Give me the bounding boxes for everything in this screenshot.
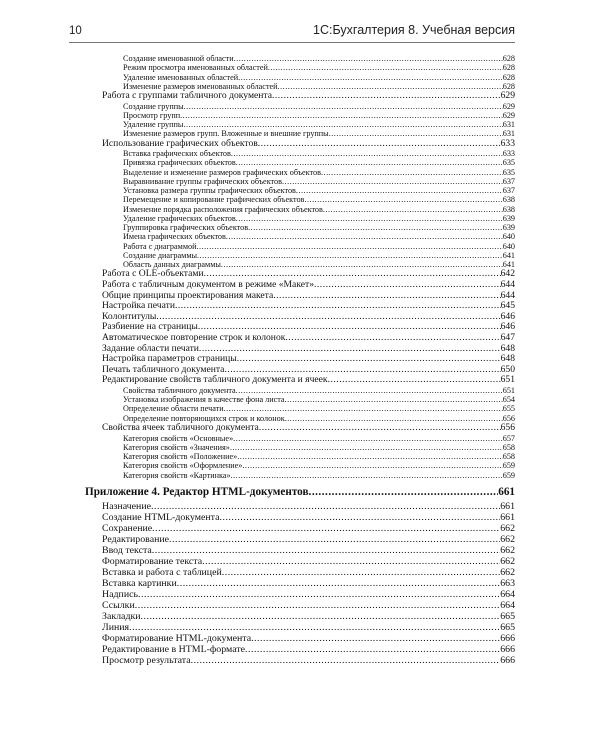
toc-entry-title: Имена графических объектов — [123, 232, 226, 242]
toc-entry-page: 628 — [502, 54, 515, 63]
toc-entry-title: Сохранение — [102, 522, 153, 534]
toc-entry-title: Общие принципы проектирования макета — [102, 290, 274, 301]
toc-entry — [85, 434, 515, 443]
toc-entry-page: 662 — [500, 533, 515, 545]
toc-leader-dots — [314, 280, 501, 291]
toc-entry — [85, 375, 515, 386]
toc-entry-page: 659 — [502, 470, 515, 480]
toc-entry-title: Форматирование текста — [102, 556, 203, 568]
toc-leader-dots — [184, 102, 503, 111]
toc-entry-title: Работа с диаграммой — [123, 241, 197, 251]
toc-entry — [85, 589, 515, 600]
toc-leader-dots — [141, 611, 501, 622]
toc-leader-dots — [230, 443, 503, 452]
toc-entry-title: Группировка графических объектов — [123, 223, 249, 233]
toc-leader-dots — [152, 523, 500, 534]
toc-entry — [85, 54, 515, 63]
toc-leader-dots — [204, 269, 501, 280]
toc-leader-dots — [238, 73, 503, 82]
toc-entry-page: 648 — [500, 343, 515, 354]
toc-entry-page: 637 — [502, 176, 515, 186]
toc-entry-page: 663 — [500, 578, 515, 590]
toc-entry-page: 661 — [500, 500, 515, 512]
toc-entry-title: Редактирование в HTML-формате — [102, 644, 246, 656]
toc-leader-dots — [169, 534, 500, 545]
toc-entry-title: Удаление графических объектов — [123, 213, 236, 223]
toc-entry — [85, 73, 515, 82]
toc-entry-title: Печать табличного документа — [102, 364, 225, 375]
toc-entry-title: Категория свойств «Значения» — [123, 442, 230, 452]
toc-entry-title: Создание именованной области — [123, 54, 234, 63]
toc-entry-page: 633 — [502, 149, 515, 159]
toc-entry-title: Изменение порядка расположения графических объектов — [123, 204, 323, 214]
toc-entry — [85, 395, 515, 404]
toc-leader-dots — [224, 365, 500, 376]
page-header — [69, 22, 515, 43]
toc-entry-title: Ввод текста — [102, 545, 152, 556]
toc-entry — [85, 269, 515, 280]
toc-entry-page: 635 — [502, 167, 515, 177]
toc-entry-title: Создание диаграммы — [123, 250, 198, 260]
toc-entry — [85, 600, 515, 611]
toc-entry-page: 666 — [500, 633, 515, 645]
toc-entry-title: Работа с OLE-объектами — [102, 269, 204, 280]
toc-leader-dots — [323, 205, 503, 214]
toc-leader-dots — [321, 168, 503, 177]
toc-entry-title: Просмотр результата — [102, 655, 191, 667]
toc-entry-title: Вставка картинки — [102, 578, 177, 590]
toc-leader-dots — [285, 414, 503, 423]
toc-entry-title: Удаление именованных областей — [123, 72, 239, 82]
toc-entry — [85, 655, 515, 666]
running-title: 1С:Бухгалтерия 8. Учебная версия — [313, 23, 515, 37]
toc-entry-page: 646 — [500, 311, 515, 322]
toc-leader-dots — [226, 232, 503, 241]
toc-leader-dots — [221, 260, 503, 269]
toc-entry — [85, 644, 515, 655]
toc-entry-title: Определение повторяющихся строк и колонок — [123, 413, 285, 423]
toc-entry — [85, 205, 515, 214]
toc-entry-page: 656 — [502, 413, 515, 423]
toc-entry-page: 639 — [502, 213, 515, 223]
toc-entry-title: Редактирование свойств табличного документа и ячеек — [102, 375, 328, 386]
toc-entry — [85, 322, 515, 333]
toc-leader-dots — [196, 242, 502, 251]
toc-entry-page: 628 — [502, 72, 515, 82]
toc-entry — [85, 291, 515, 302]
toc-leader-dots — [183, 120, 502, 129]
toc-entry-page: 666 — [500, 655, 515, 667]
toc-entry-page: 648 — [500, 354, 515, 365]
toc-entry — [85, 223, 515, 232]
toc-entry — [85, 471, 515, 480]
toc-entry-page: 629 — [502, 110, 515, 120]
toc-leader-dots — [278, 82, 503, 91]
toc-leader-dots — [198, 322, 501, 333]
toc-entry-title: Выравнивание группы графических объектов — [123, 176, 282, 186]
toc-entry-page: 641 — [502, 260, 515, 270]
toc-entry — [85, 452, 515, 461]
toc-leader-dots — [231, 149, 503, 158]
toc-entry-page: 646 — [500, 322, 515, 333]
toc-entry-title: Форматирование HTML-документа — [102, 633, 252, 645]
page-number: 10 — [69, 25, 82, 37]
toc-entry — [85, 354, 515, 365]
toc-entry — [85, 232, 515, 241]
toc-entry-title: Категория свойств «Положение» — [123, 452, 238, 462]
table-of-contents — [85, 54, 515, 667]
toc-entry — [85, 120, 515, 129]
toc-entry — [85, 443, 515, 452]
toc-entry — [85, 63, 515, 72]
toc-leader-dots — [282, 177, 503, 186]
toc-leader-dots — [309, 484, 499, 501]
toc-leader-dots — [328, 375, 501, 386]
toc-entry-page: 644 — [500, 280, 515, 291]
toc-entry-title: Область данных диаграммы — [123, 260, 221, 270]
toc-entry-title: Автоматическое повторение строк и колонок — [102, 333, 286, 343]
toc-leader-dots — [151, 501, 500, 512]
toc-leader-dots — [231, 471, 503, 480]
toc-entry-page: 656 — [500, 422, 515, 433]
toc-entry — [85, 158, 515, 167]
toc-entry — [85, 186, 515, 195]
toc-entry-page: 662 — [500, 567, 515, 579]
toc-entry-page: 642 — [500, 269, 515, 280]
toc-entry — [85, 242, 515, 251]
toc-leader-dots — [222, 567, 500, 578]
toc-leader-dots — [236, 386, 503, 395]
toc-entry — [85, 567, 515, 578]
toc-entry-page: 638 — [502, 195, 515, 205]
toc-entry-page: 633 — [500, 138, 515, 149]
toc-entry — [85, 534, 515, 545]
toc-leader-dots — [236, 214, 503, 223]
toc-entry-page: 638 — [502, 204, 515, 214]
toc-entry-page: 628 — [502, 81, 515, 91]
toc-entry-page: 637 — [502, 186, 515, 196]
toc-entry — [85, 523, 515, 534]
toc-entry-title: Надпись — [102, 589, 138, 601]
toc-entry-page: 665 — [500, 611, 515, 623]
toc-leader-dots — [180, 111, 503, 120]
toc-entry-title: Настройка параметров страницы — [102, 354, 237, 365]
toc-leader-dots — [138, 589, 500, 600]
toc-entry — [85, 260, 515, 269]
toc-leader-dots — [242, 461, 502, 470]
toc-leader-dots — [304, 195, 502, 204]
toc-entry — [85, 129, 515, 138]
toc-leader-dots — [245, 644, 500, 655]
toc-entry-title: Создание группы — [123, 101, 184, 111]
toc-entry-page: 657 — [502, 433, 515, 443]
toc-entry-title: Линия — [102, 622, 130, 634]
toc-entry-title: Ссылки — [102, 600, 135, 612]
toc-leader-dots — [272, 91, 501, 102]
toc-entry-title: Свойства табличного документа — [123, 385, 236, 395]
toc-entry-title: Категория свойств «Картинка» — [123, 470, 231, 480]
toc-entry-page: 635 — [502, 158, 515, 168]
toc-entry-title: Режим просмотра именованных областей — [123, 63, 268, 73]
toc-entry-page: 662 — [500, 556, 515, 568]
toc-leader-dots — [285, 395, 503, 404]
toc-entry — [85, 545, 515, 556]
toc-entry-page: 644 — [500, 290, 515, 301]
toc-entry — [85, 423, 515, 434]
toc-entry-page: 629 — [500, 91, 515, 101]
toc-entry-title: Использование графических объектов — [102, 138, 258, 149]
toc-entry-page: 631 — [502, 129, 515, 139]
toc-entry — [85, 414, 515, 423]
toc-leader-dots — [236, 158, 503, 167]
toc-entry — [85, 91, 515, 102]
toc-entry-title: Удаление группы — [123, 120, 184, 130]
toc-entry-page: 658 — [502, 442, 515, 452]
toc-chapter-entry — [85, 484, 515, 501]
toc-entry-page: 666 — [500, 644, 515, 656]
toc-entry — [85, 312, 515, 323]
toc-entry — [85, 461, 515, 470]
toc-entry-title: Категория свойств «Оформление» — [123, 461, 243, 471]
toc-entry-title: Просмотр групп — [123, 110, 181, 120]
toc-leader-dots — [202, 556, 500, 567]
toc-entry-page: 647 — [500, 333, 515, 343]
toc-entry — [85, 578, 515, 589]
toc-entry-page: 651 — [500, 375, 515, 386]
toc-entry — [85, 280, 515, 291]
toc-entry — [85, 168, 515, 177]
toc-entry — [85, 111, 515, 120]
toc-leader-dots — [248, 223, 503, 232]
toc-leader-dots — [285, 333, 500, 344]
toc-entry — [85, 622, 515, 633]
toc-entry-page: 640 — [502, 232, 515, 242]
toc-entry — [85, 404, 515, 413]
toc-leader-dots — [273, 291, 500, 302]
toc-entry-title: Приложение 4. Редактор HTML-документов — [85, 485, 309, 498]
toc-leader-dots — [237, 452, 503, 461]
toc-leader-dots — [129, 622, 500, 633]
toc-leader-dots — [234, 54, 503, 63]
toc-entry-title: Перемещение и копирование графических объектов — [123, 195, 305, 205]
toc-entry — [85, 633, 515, 644]
toc-entry-title: Вставка и работа с таблицей — [102, 567, 222, 579]
toc-entry — [85, 214, 515, 223]
toc-entry-page: 628 — [502, 63, 515, 73]
toc-entry-title: Закладки — [102, 611, 141, 623]
toc-entry — [85, 82, 515, 91]
toc-entry — [85, 177, 515, 186]
toc-entry — [85, 556, 515, 567]
toc-entry-title: Работа с группами табличного документа — [102, 91, 272, 101]
toc-entry-page: 661 — [500, 511, 515, 523]
toc-leader-dots — [233, 434, 503, 443]
toc-entry-title: Вставка графических объектов — [123, 149, 231, 159]
toc-entry-title: Задание области печати — [102, 343, 199, 354]
toc-entry-title: Изменение размеров именованных областей — [123, 81, 278, 91]
toc-entry-title: Настройка печати — [102, 301, 175, 312]
toc-leader-dots — [156, 312, 500, 323]
toc-leader-dots — [329, 129, 503, 138]
toc-entry-title: Работа с табличным документом в режиме «Макет» — [102, 280, 314, 291]
toc-entry-title: Свойства ячеек табличного документа — [102, 422, 259, 433]
toc-entry-page: 654 — [502, 395, 515, 405]
toc-entry-page: 655 — [502, 404, 515, 414]
toc-entry — [85, 365, 515, 376]
toc-entry-page: 661 — [498, 485, 515, 498]
toc-leader-dots — [268, 63, 503, 72]
toc-leader-dots — [259, 423, 501, 434]
toc-leader-dots — [251, 633, 500, 644]
toc-entry-title: Привязка графических объектов — [123, 158, 236, 168]
toc-leader-dots — [237, 354, 501, 365]
toc-leader-dots — [191, 655, 501, 666]
toc-entry-title: Изменение размеров групп. Вложенные и внешние группы — [123, 129, 329, 139]
toc-entry-title: Назначение — [102, 500, 151, 512]
toc-entry — [85, 195, 515, 204]
toc-entry-title: Редактирование — [102, 533, 170, 545]
toc-leader-dots — [224, 404, 503, 413]
toc-entry-page: 658 — [502, 452, 515, 462]
toc-leader-dots — [199, 344, 501, 355]
toc-entry-title: Выделение и изменение размеров графических объектов — [123, 167, 321, 177]
toc-entry-page: 664 — [500, 589, 515, 601]
toc-entry — [85, 344, 515, 355]
toc-leader-dots — [220, 512, 501, 523]
toc-entry — [85, 139, 515, 150]
toc-entry-page: 639 — [502, 223, 515, 233]
toc-leader-dots — [197, 251, 503, 260]
toc-entry — [85, 149, 515, 158]
toc-entry-page: 645 — [500, 301, 515, 312]
toc-entry — [85, 251, 515, 260]
toc-leader-dots — [177, 578, 500, 589]
toc-entry-page: 631 — [502, 120, 515, 130]
toc-entry-title: Категория свойств «Основные» — [123, 433, 234, 443]
toc-entry-page: 659 — [502, 461, 515, 471]
toc-leader-dots — [135, 600, 500, 611]
toc-entry — [85, 386, 515, 395]
toc-entry-page: 629 — [502, 101, 515, 111]
toc-entry — [85, 611, 515, 622]
toc-entry-page: 664 — [500, 600, 515, 612]
toc-entry — [85, 102, 515, 111]
toc-entry — [85, 333, 515, 344]
toc-entry-page: 650 — [500, 364, 515, 375]
toc-leader-dots — [258, 139, 501, 150]
toc-entry-title: Определение области печати — [123, 404, 224, 414]
toc-entry — [85, 512, 515, 523]
toc-entry-title: Установка размера группы графических объектов — [123, 186, 296, 196]
toc-entry-title: Создание HTML-документа — [102, 511, 220, 523]
toc-entry-page: 651 — [502, 385, 515, 395]
toc-leader-dots — [152, 545, 500, 556]
toc-leader-dots — [175, 301, 501, 312]
toc-entry-title: Колонтитулы — [102, 311, 157, 322]
toc-entry-title: Установка изображения в качестве фона листа — [123, 395, 285, 405]
toc-entry-page: 662 — [500, 522, 515, 534]
toc-entry-page: 662 — [500, 545, 515, 556]
toc-entry — [85, 301, 515, 312]
toc-leader-dots — [296, 186, 503, 195]
toc-entry-page: 665 — [500, 622, 515, 634]
toc-entry-title: Разбиение на страницы — [102, 322, 198, 333]
toc-entry — [85, 501, 515, 512]
toc-entry-page: 640 — [502, 241, 515, 251]
toc-entry-page: 641 — [502, 250, 515, 260]
